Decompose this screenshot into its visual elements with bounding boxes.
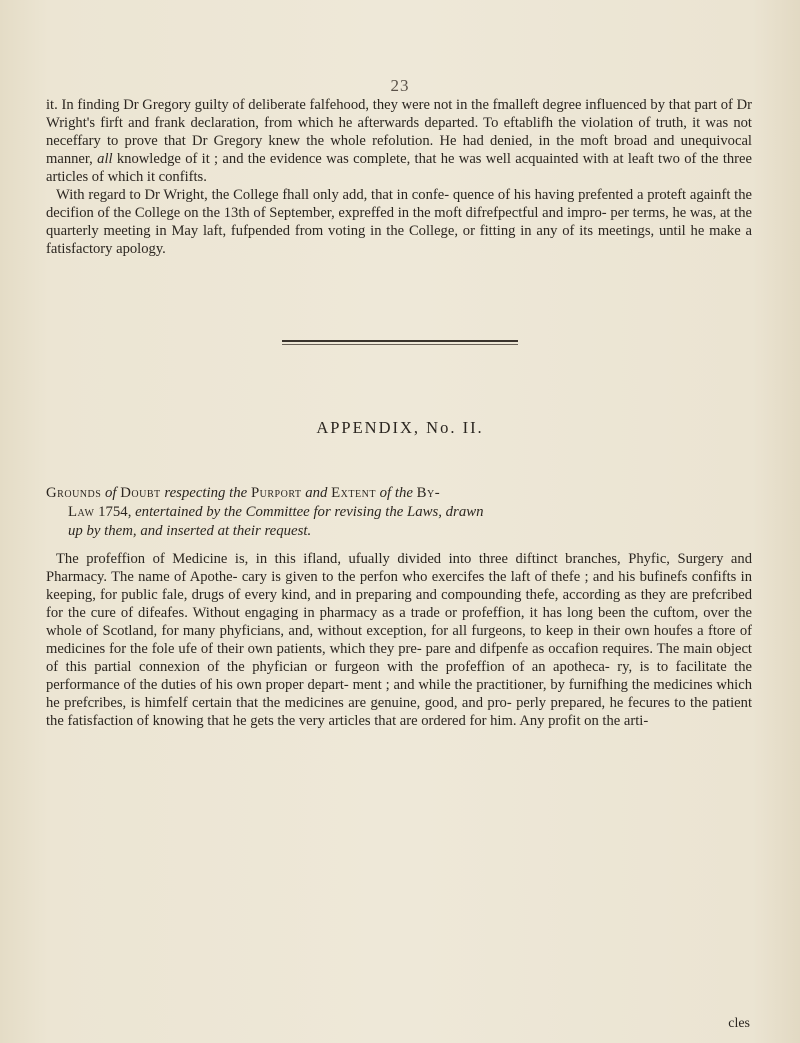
heading-word: Doubt	[120, 485, 161, 501]
heading-word: respecting the	[164, 485, 248, 501]
heading-line-3: up by them, and inserted at their request.	[68, 523, 312, 539]
catchword: cles	[728, 1016, 750, 1031]
appendix-title: APPENDIX, No. II.	[316, 418, 484, 437]
paragraph-1-part-b: knowledge of it ; and the evidence was complete, that he was well acquainted with at leaft two of the three articles of which it confifts.	[46, 151, 752, 185]
heading-word: Law	[68, 504, 95, 520]
paragraph-1	[46, 96, 752, 186]
paragraph-3: The profeffion of Medicine is, in this ifland, ufually divided into three diftinct branches, Phyfic, Surgery and Pharmacy. The name of Apothe- cary is given to the perfon who exercifes the laft of thefe ; and his bufinefs confifts in keeping, for public fale, drugs of every kind, and in preparing and compounding thefe, according as they are prefcribed for the cure of difeafes. Without engaging in pharmacy as a trade or profeffion, it has long been the cuftom, over the whole of Scotland, for many phyficians, and, without exception, for all furgeons, to keep in their own houfes a ftore of medicines for the fole ufe of their own patients, which they pre- pare and difpenfe as occafion requires. The main object of this partial connexion of the phyfician or furgeon with the profeffion of an apotheca- ry, is to facilitate the performance of the duties of his own proper depart- ment ; and while the practitioner, by furnifhing the medicines which he prefcribes, is himfelf certain that the medicines are genuine, good, and pro- perly prepared, he fecures to the patient the fatisfaction of knowing that he gets the very articles that are ordered for him. Any profit on the arti-	[46, 551, 752, 729]
section-divider	[282, 340, 518, 342]
body-text-top	[46, 96, 752, 258]
heading-line-2	[46, 503, 752, 522]
heading-word: 1754,	[98, 504, 132, 520]
heading-word: and	[305, 485, 328, 501]
heading-word: of	[105, 485, 117, 501]
page-number: 23	[390, 76, 410, 95]
appendix-heading	[46, 484, 752, 541]
heading-word: of the	[379, 485, 413, 501]
heading-word: Extent	[331, 485, 376, 501]
paragraph-2: With regard to Dr Wright, the College fhall only add, that in confe- quence of his having prefented a proteft againft the decifion of the College on the 13th of September, expreffed in the moft difrefpectful and impro- per terms, he was, at the quarterly meeting in May laft, fufpended from voting in the College, or fitting in any of its meetings, until he make a fatisfactory apology.	[46, 187, 752, 257]
body-text-bottom	[46, 550, 752, 730]
section-divider-thin	[282, 344, 518, 345]
paragraph-1-emphasis: all	[97, 151, 113, 167]
heading-word: Grounds	[46, 485, 102, 501]
heading-word: entertained by the Committee for revising the Laws, drawn	[135, 504, 484, 520]
heading-word: By-	[416, 485, 441, 501]
paragraph-1-part-a: it. In finding Dr Gregory guilty of deliberate falfehood, they were not in the fmalleft degree influenced by that part of Dr Wright's firft and frank declaration, from which he afterwards departed. To eftablifh the violation of truth, it was not neceffary to prove that Dr Gregory knew the whole refolution. He had denied, in the moft broad and unequivocal manner,	[46, 97, 752, 167]
heading-word: Purport	[250, 485, 302, 501]
